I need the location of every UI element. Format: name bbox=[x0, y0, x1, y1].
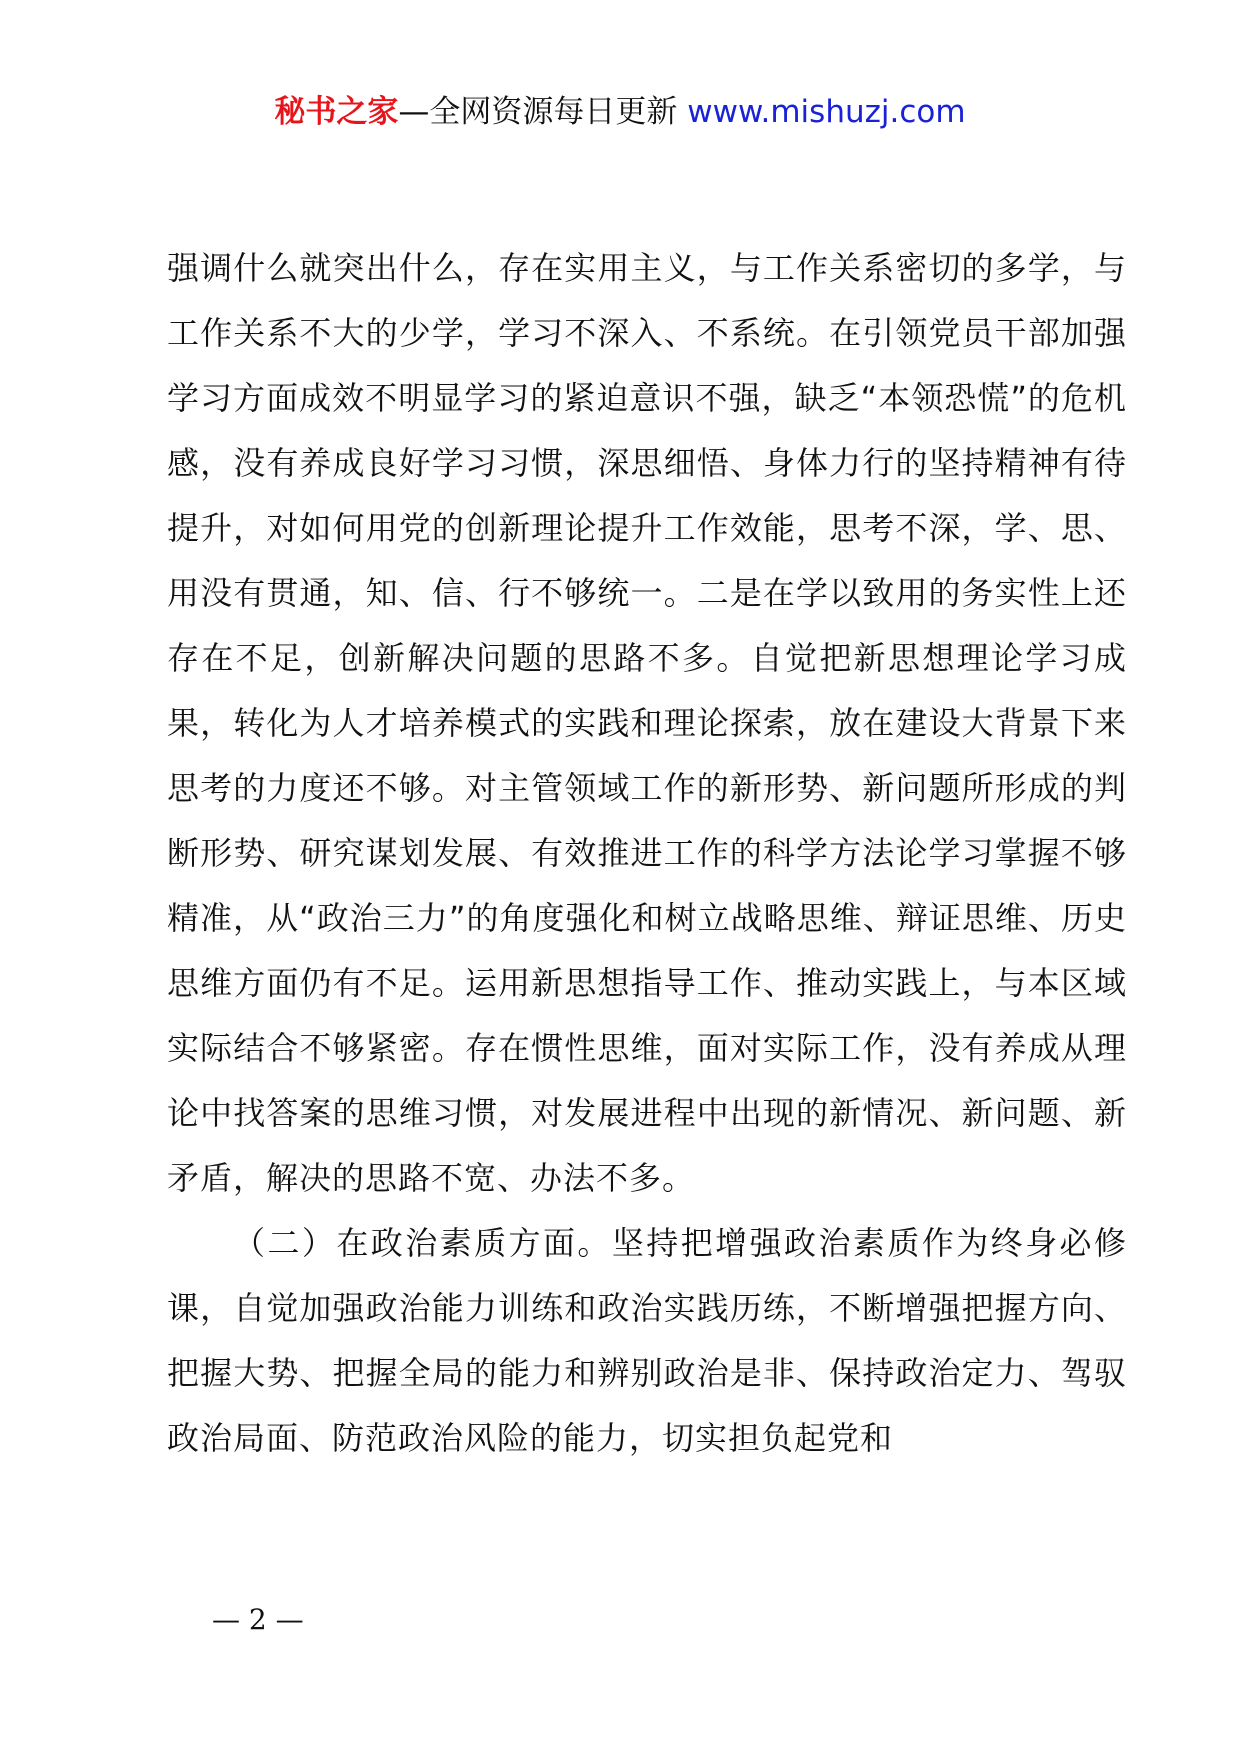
page-number: — 2 — bbox=[212, 1603, 304, 1636]
brand-name: 秘书之家 bbox=[274, 94, 399, 130]
banner-slogan: —全网资源每日更新 bbox=[398, 94, 688, 130]
paragraph-political-quality: （二）在政治素质方面。坚持把增强政治素质作为终身必修课，自觉加强政治能力训练和政治实践历练，不断增强把握方向、把握大势、把握全局的能力和辨别政治是非、保持政治定力、驾驭政治局面、防范政治风险的能力，切实担负起党和 bbox=[167, 1224, 1127, 1457]
site-url: www.mishuzj.com bbox=[687, 94, 966, 130]
site-banner bbox=[0, 92, 1240, 132]
paragraph-continued: 强调什么就突出什么，存在实用主义，与工作关系密切的多学，与工作关系不大的少学，学习不深入、不系统。在引领党员干部加强学习方面成效不明显学习的紧迫意识不强，缺乏“本领恐慌”的危机感，没有养成良好学习习惯，深思细悟、身体力行的坚持精神有待提升，对如何用党的创新理论提升工作效能，思考不深，学、思、用没有贯通，知、信、行不够统一。二是在学以致用的务实性上还存在不足，创新解决问题的思路不多。自觉把新思想理论学习成果，转化为人才培养模式的实践和理论探索，放在建设大背景下来思考的力度还不够。对主管领域工作的新形势、新问题所形成的判断形势、研究谋划发展、有效推进工作的科学方法论学习掌握不够精准，从“政治三力”的角度强化和树立战略思维、辩证思维、历史思维方面仍有不足。运用新思想指导工作、推动实践上，与本区域实际结合不够紧密。存在惯性思维，面对实际工作，没有养成从理论中找答案的思维习惯，对发展进程中出现的新情况、新问题、新矛盾，解决的思路不宽、办法不多。 bbox=[167, 249, 1127, 1197]
document-body bbox=[167, 236, 1127, 1471]
